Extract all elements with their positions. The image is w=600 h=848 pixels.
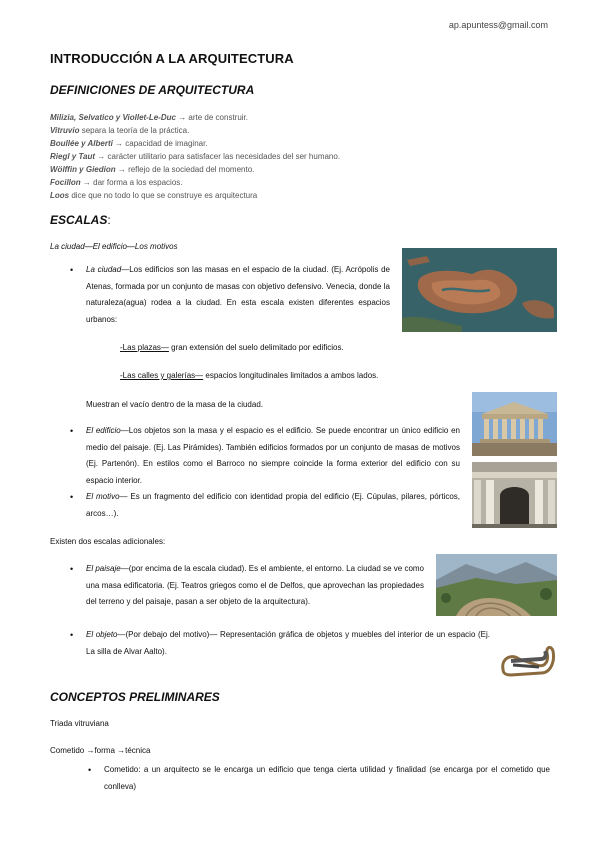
definition-item xyxy=(50,150,340,163)
term-plazas: -Las plazas— xyxy=(120,343,169,352)
definition-item xyxy=(50,137,340,150)
vacio-note: Muestran el vacío dentro de la masa de la ciudad. xyxy=(86,400,263,409)
definition-item xyxy=(50,111,340,124)
section-heading-conceptos: CONCEPTOS PRELIMINARES xyxy=(50,690,220,704)
bullet-motivo xyxy=(86,489,460,522)
section-heading-escalas xyxy=(50,213,111,227)
definition-item xyxy=(50,189,340,202)
escalas-heading-colon: : xyxy=(107,213,111,227)
definition-authors: Focillon xyxy=(50,178,81,187)
calles-description: espacios longitudinales limitados a ambos lados. xyxy=(203,371,379,380)
arch-motif-image xyxy=(472,462,557,528)
delphi-landscape-image xyxy=(436,554,557,616)
definition-text: → arte de construir. xyxy=(175,113,248,122)
escalas-heading-text: ESCALAS xyxy=(50,213,108,227)
definition-item xyxy=(50,163,340,176)
bullet-objeto xyxy=(86,627,490,660)
definition-text: dice que no todo lo que se construye es arquitectura xyxy=(69,191,258,200)
bullet-paisaje xyxy=(86,561,424,611)
definition-text: → carácter utilitario para satisfacer las necesidades del ser humano. xyxy=(95,152,341,161)
term-cometido: Cometido xyxy=(104,765,139,774)
definition-authors: Loos xyxy=(50,191,70,200)
venice-aerial-image xyxy=(402,248,557,332)
cometido-description: : a un arquitecto se le encarga un edificio que tenga cierta utilidad y finalidad (se encarga por el cometido que conlleva) xyxy=(104,765,550,791)
author-email: ap.apuntess@gmail.com xyxy=(448,20,548,30)
definition-authors: Wölffin y Giedion xyxy=(50,165,116,174)
definition-authors: Riegl y Taut xyxy=(50,152,96,161)
definition-authors: Boullée y Alberti xyxy=(50,139,113,148)
term-motivo: El motivo xyxy=(86,492,120,501)
definition-text: → capacidad de imaginar. xyxy=(112,139,208,148)
bullet-edificio xyxy=(86,423,460,489)
section-heading-definiciones: DEFINICIONES DE ARQUITECTURA xyxy=(50,83,255,97)
term-paisaje: El paisaje xyxy=(86,564,121,573)
term-ciudad: La ciudad xyxy=(86,265,122,274)
term-objeto: El objeto xyxy=(86,630,118,639)
sub-item-calles xyxy=(120,371,378,380)
motivo-description: — Es un fragmento del edificio con identidad propia del edificio (Ej. Cúpulas, pilares, pórticos, arcos…). xyxy=(86,492,461,518)
term-edificio: El edificio xyxy=(86,426,121,435)
definition-item xyxy=(50,176,340,189)
bullet-cometido xyxy=(104,762,550,795)
definition-text: → dar forma a los espacios. xyxy=(80,178,183,187)
term-calles: -Las calles y galerías— xyxy=(120,371,204,380)
page-title: INTRODUCCIÓN A LA ARQUITECTURA xyxy=(50,51,294,66)
escalas-subtitle: La ciudad—El edificio—Los motivos xyxy=(50,242,178,251)
definition-text: separa la teoría de la práctica. xyxy=(79,126,190,135)
definition-text: → reflejo de la sociedad del momento. xyxy=(115,165,255,174)
aalto-chair-image xyxy=(497,639,557,681)
parthenon-image xyxy=(472,392,557,456)
plazas-description: gran extensión del suelo delimitado por edificios. xyxy=(168,343,344,352)
definition-authors: Vitruvio xyxy=(50,126,80,135)
bullet-ciudad xyxy=(86,262,390,328)
ciudad-description: —Los edificios son las masas en el espacio de la ciudad. (Ej. Acrópolis de Atenas, formada por un conjunto de masas con objetivo defensivo. Venecia, donde la naturaleza(agua) rodea a la ciudad. En esta escala existen diferentes espacios urbanos: xyxy=(86,265,390,324)
sub-item-plazas xyxy=(120,343,344,352)
cometido-forma-tecnica: Cometido →forma →técnica xyxy=(50,746,151,755)
paisaje-description: —(por encima de la escala ciudad). Es el ambiente, el entorno. La ciudad se ve como una masa edificatoria. (Ej. Teatros griegos como el de Delfos, que aprovechan las propiedades del terreno y del paisaje, pasan a ser objeto de la arquitectura). xyxy=(86,564,425,606)
triada-label: Triada vitruviana xyxy=(50,719,109,728)
definitions-list xyxy=(50,111,340,202)
escalas-adicionales: Existen dos escalas adicionales: xyxy=(50,537,166,546)
edificio-description: —Los objetos son la masa y el espacio es el edificio. Se puede encontrar un único edificio en medio del paisaje. (Ej. Las Pirámides). También edificios formados por un conjunto de masas de motivos (Ej. Partenón). En estilos como el Barroco no siempre coincide la forma exterior del edificio con su espacio interior. xyxy=(86,426,460,485)
definition-authors: Milizia, Selvatico y Viollet-Le-Duc xyxy=(50,113,176,122)
definition-item xyxy=(50,124,340,137)
objeto-description: —(Por debajo del motivo)— Representación gráfica de objetos y muebles del interior de un espacio (Ej. La silla de Alvar Aalto). xyxy=(86,630,490,656)
